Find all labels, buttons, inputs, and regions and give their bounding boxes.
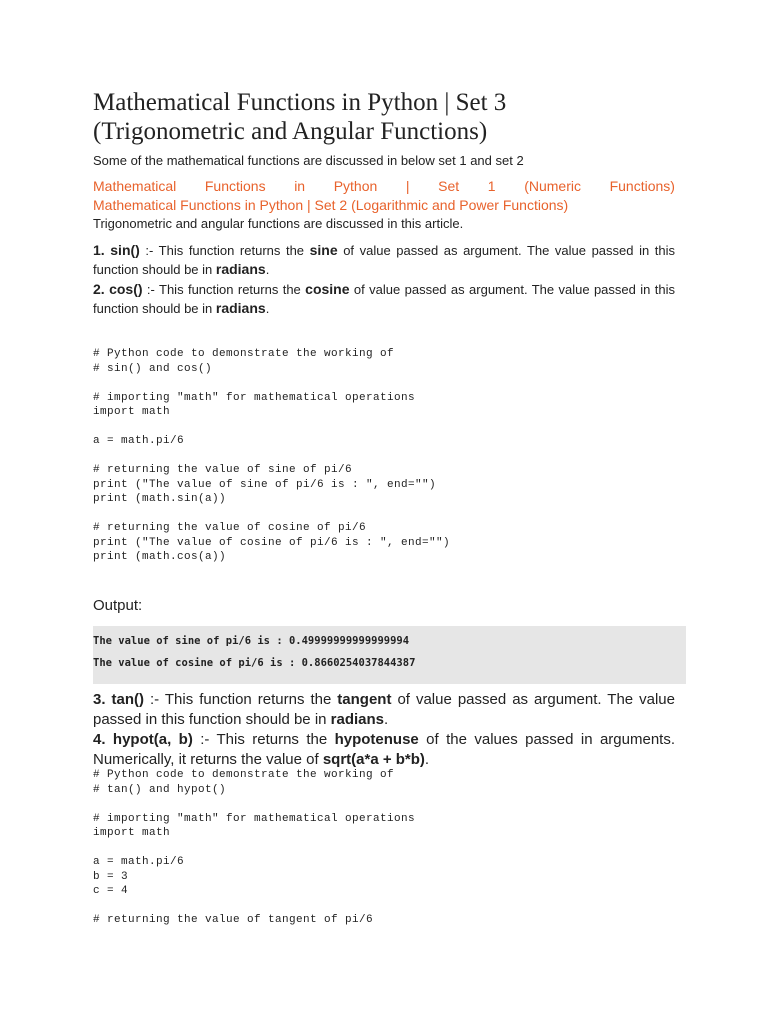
item-text: :- This function returns the [139,243,310,258]
link-word[interactable]: Python [333,178,378,194]
output-line: The value of cosine of pi/6 is : 0.8660254037844387 [93,657,416,669]
item-number: 2. [93,281,105,297]
code-line: print ("The value of sine of pi/6 is : ", end="") [93,478,437,491]
code-line: # Python code to demonstrate the working of [93,769,395,781]
item-text: of the values passed in arguments. Numerically, it returns the value of [93,731,675,768]
item-number: 4. [93,731,106,748]
code-line: # importing "math" for mathematical operations [93,391,416,404]
code-block-2 [93,768,415,928]
code-line: import math [93,406,171,418]
code-block-1 [93,347,450,565]
intro-text: Some of the mathematical functions are discussed in below set 1 and set 2 [93,153,524,168]
function-name: tan() [111,691,145,708]
output-box [93,626,686,684]
link-word[interactable]: Set [438,178,460,194]
code-line: print (math.sin(a)) [93,493,227,505]
output-label: Output: [93,597,143,614]
item-text: . [384,711,389,728]
item-text: of value passed as argument. The value passed in this function should be in [93,691,675,728]
related-links [93,177,675,215]
code-line: print (math.cos(a)) [93,551,227,563]
code-line: # Python code to demonstrate the working of [93,348,395,360]
item-text: :- This returns the [192,731,335,748]
link-set-2[interactable]: Mathematical Functions in Python | Set 2 (Logarithmic and Power Functions) [93,197,569,213]
unit-keyword: radians [215,261,266,277]
code-line: # returning the value of sine of pi/6 [93,464,353,476]
link-word[interactable]: Functions) [609,178,675,194]
item-text: . [265,301,270,316]
code-line: print ("The value of cosine of pi/6 is : ", end="") [93,536,451,549]
function-name: hypot(a, b) [112,731,193,748]
title-line-2: (Trigonometric and Angular Functions) [93,118,488,145]
unit-keyword: radians [330,711,385,728]
code-line: # returning the value of tangent of pi/6 [93,914,374,926]
page-title [93,88,675,146]
article-note: Trigonometric and angular functions are discussed in this article. [93,216,464,231]
code-line: c = 4 [93,885,129,897]
item-number: 1. [93,242,105,258]
link-word[interactable]: 1 [487,178,496,194]
function-name: sin() [110,242,140,258]
item-sin [93,241,675,279]
code-line: # sin() and cos() [93,362,213,375]
link-word[interactable]: Functions [204,178,266,194]
code-line: a = math.pi/6 [93,856,185,868]
keyword: sine [309,242,338,258]
code-line: # tan() and hypot() [93,783,227,796]
unit-keyword: radians [215,300,266,316]
code-line: # importing "math" for mathematical operations [93,812,416,825]
function-name: cos() [109,281,143,297]
keyword: hypotenuse [334,731,419,748]
link-word[interactable]: in [294,178,306,194]
code-line: import math [93,827,171,839]
item-text: of value passed as argument. The value passed in this function should be in [93,243,675,277]
unit-keyword: sqrt(a*a + b*b) [322,751,425,768]
item-number: 3. [93,691,106,708]
keyword: tangent [337,691,392,708]
link-word[interactable]: | [405,178,410,194]
link-word[interactable]: (Numeric [524,178,581,194]
code-line: b = 3 [93,870,129,883]
item-text: of value passed as argument. The value passed in this function should be in [93,282,675,316]
link-word[interactable]: Mathematical [93,178,177,194]
item-text: :- This function returns the [144,691,338,708]
item-hypot [93,730,675,770]
title-line-1: Mathematical Functions in Python | Set 3 [93,89,507,116]
code-line: # returning the value of cosine of pi/6 [93,522,367,534]
item-tan [93,690,675,730]
keyword: cosine [305,281,350,297]
item-cos [93,280,675,318]
link-set-1[interactable] [93,177,675,196]
output-line: The value of sine of pi/6 is : 0.49999999999999994 [93,635,410,647]
item-text: . [424,751,430,768]
item-text: . [265,262,270,277]
item-text: :- This function returns the [142,282,306,297]
code-line: a = math.pi/6 [93,435,185,447]
